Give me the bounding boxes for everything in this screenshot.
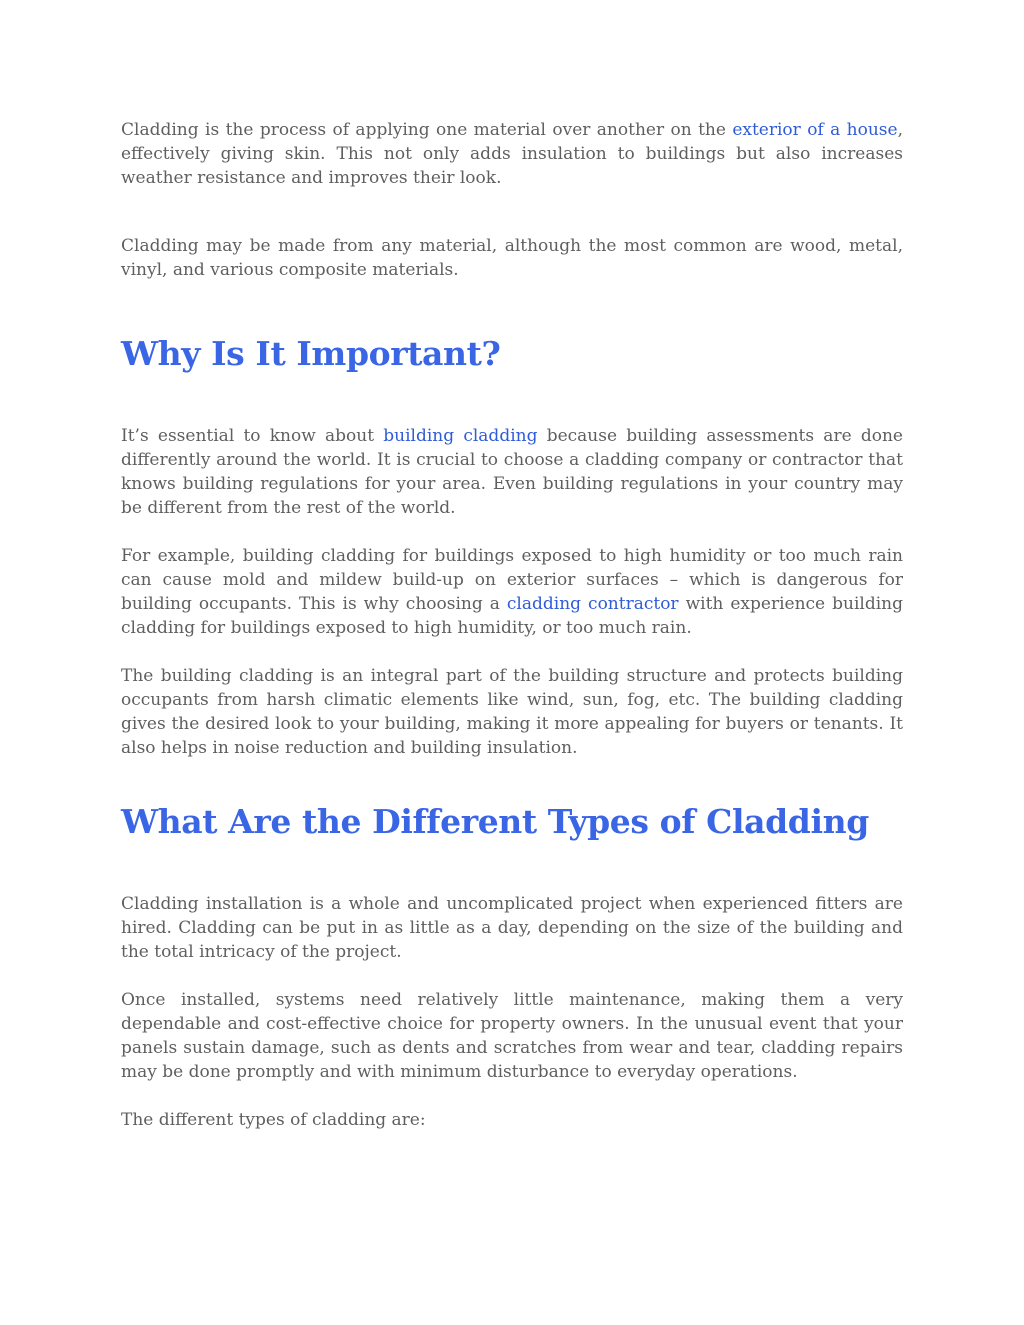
cladding-contractor-link[interactable]: cladding contractor — [506, 594, 679, 614]
intro-text-after: , effectively giving skin. This not only adds insulation to buildings but also increases weather resistance and improves their look. — [121, 120, 903, 188]
materials-paragraph: Cladding may be made from any material, although the most common are wood, metal, vinyl, and various composite materials. — [121, 236, 903, 280]
building-cladding-link[interactable]: building cladding — [383, 426, 538, 446]
essential-paragraph — [121, 424, 903, 520]
example-text-before: For example, building cladding for buildings exposed to high humidity or too much rain can cause mold and mildew build-up on exterior surfaces – which is dangerous for building occupants. This is why choosing a — [121, 546, 903, 614]
intro-text-before: Cladding is the process of applying one material over another on the — [121, 120, 733, 140]
maintenance-paragraph: Once installed, systems need relatively little maintenance, making them a very dependable and cost-effective choice for property owners. In the unusual event that your panels sustain damage, such as dents and scratches from wear and tear, cladding repairs may be done promptly and with minimum disturbance to everyday operations. — [121, 990, 903, 1082]
example-paragraph — [121, 544, 903, 640]
types-intro-paragraph: The different types of cladding are: — [121, 1110, 426, 1130]
integral-part-paragraph: The building cladding is an integral part of the building structure and protects building occupants from harsh climatic elements like wind, sun, fog, etc. The building cladding gives the desired look to your building, making it more appealing for buyers or tenants. It also helps in noise reduction and building insulation. — [121, 666, 903, 758]
why-important-heading: Why Is It Important? — [121, 334, 501, 373]
essential-text-after: because building assessments are done differently around the world. It is crucial to choose a cladding company or contractor that knows building regulations for your area. Even building regulations in your country may be different from the rest of the world. — [121, 426, 903, 518]
exterior-of-a-house-link[interactable]: exterior of a house — [732, 120, 898, 140]
types-of-cladding-heading: What Are the Different Types of Cladding — [121, 802, 869, 841]
document-page — [121, 118, 903, 1132]
example-text-after: with experience building cladding for buildings exposed to high humidity, or too much rain. — [121, 594, 903, 638]
intro-paragraph — [121, 118, 903, 190]
installation-paragraph: Cladding installation is a whole and uncomplicated project when experienced fitters are hired. Cladding can be put in as little as a day, depending on the size of the building and the total intricacy of the project. — [121, 894, 903, 962]
essential-text-before: It’s essential to know about — [121, 426, 384, 446]
